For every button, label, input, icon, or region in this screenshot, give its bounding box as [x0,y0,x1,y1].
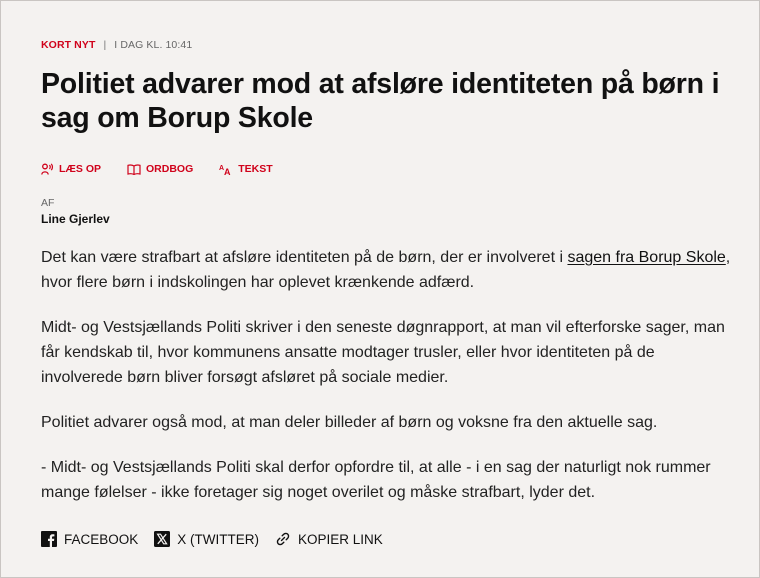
article [41,37,731,547]
kicker-label[interactable]: KORT NYT [41,39,96,51]
svg-text:A: A [219,164,225,172]
x-icon [154,531,170,547]
byline-label: AF [41,197,55,209]
paragraph-1-text-a: Det kan være strafbart at afsløre identiteten på de børn, der er involveret i [41,249,568,266]
text-size-icon [219,164,233,175]
timestamp: I DAG KL. 10:41 [114,39,193,51]
dictionary-button[interactable] [127,163,193,175]
author-name: Line Gjerlev [41,212,110,226]
borup-skole-link[interactable]: sagen fra Borup Skole [567,249,726,266]
share-facebook-button[interactable] [41,531,138,547]
read-aloud-button[interactable] [41,163,101,175]
article-tools [41,161,731,177]
svg-text:A: A [224,166,231,175]
article-title: Politiet advarer mod at afsløre identiteten på børn i sag om Borup Skole [41,68,720,134]
copy-link-label: KOPIER LINK [298,531,383,547]
paragraph-1 [41,245,731,295]
copy-link-button[interactable] [275,531,383,547]
speaker-icon [41,163,54,175]
facebook-icon [41,531,57,547]
x-label: X (TWITTER) [177,531,260,547]
share-bar [41,531,731,547]
text-size-button[interactable] [219,163,272,175]
paragraph-3: Politiet advarer også mod, at man deler billeder af børn og voksne fra den aktuelle sag. [41,414,658,431]
share-x-button[interactable] [154,531,259,547]
text-size-label: TEKST [238,163,273,175]
meta-separator: | [103,39,107,51]
paragraph-1-text-b: , hvor flere børn i indskolingen har oplevet krænkende adfærd. [41,249,731,291]
book-icon [127,164,141,175]
facebook-label: FACEBOOK [64,531,139,547]
paragraph-2: Midt- og Vestsjællands Politi skriver i den seneste døgnrapport, at man vil efterforske sager, man får kendskab til, hvor kommunens ansatte modtager trusler, eller hvor identiteten på de involverede børn bliver forsøgt afsløret på sociale medier. [41,319,725,386]
article-meta [41,37,731,53]
link-icon [275,531,291,547]
read-aloud-label: LÆS OP [59,163,102,175]
paragraph-4: - Midt- og Vestsjællands Politi skal derfor opfordre til, at alle - i en sag der naturligt nok rummer mange følelser - ikke foretager sig noget overilet og måske strafbart, lyder det. [41,459,711,501]
dictionary-label: ORDBOG [146,163,194,175]
